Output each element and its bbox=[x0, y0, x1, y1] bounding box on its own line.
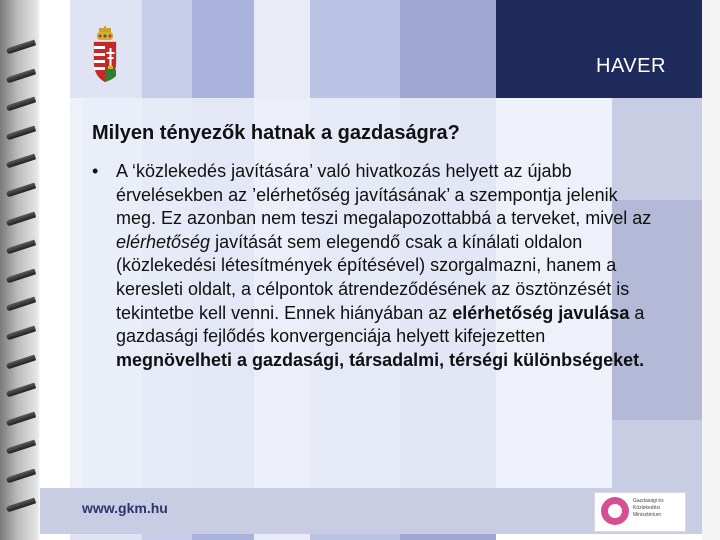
hungarian-coat-of-arms-icon bbox=[90, 26, 120, 84]
body-text bbox=[116, 160, 652, 372]
panel-edge bbox=[70, 98, 82, 488]
body-segment-normal: A ‘közlekedés javítására’ való hivatkozás helyett az újabb érvelésekben az ’elérhetőség javításának’ a szempontja jelenik meg. Ez azonban nem teszi megalapozottabbá a terveket, mivel az bbox=[116, 161, 652, 229]
slide-title: Milyen tényezők hatnak a gazdaságra? bbox=[92, 122, 460, 144]
brand-label: HAVER bbox=[596, 55, 666, 77]
body-segment-italic: elérhetőség bbox=[116, 231, 211, 252]
ministry-logo-text: Gazdasági és Közlekedési Minisztérium bbox=[633, 498, 664, 518]
body-segment-bold: megnövelheti a gazdasági, társadalmi, térségi különbségeket. bbox=[116, 349, 645, 370]
ministry-logo bbox=[594, 492, 686, 532]
body-segment-normal: javítását sem elegendő csak a kínálati oldalon (közlekedési létesítmények építésével) szorgalmazni, hanem a keresleti oldalt, a célpontok átrendeződésének az ösztönzését is tekintetbe kell venni. Ennek hiányában az bbox=[116, 231, 630, 323]
footer-url[interactable]: www.gkm.hu bbox=[82, 500, 168, 516]
body-segment-bold: elérhetőség javulása bbox=[452, 302, 630, 323]
body-segment-normal: a gazdasági fejlődés konvergenciája helyett kifejezetten bbox=[116, 302, 645, 347]
bullet-marker: • bbox=[92, 161, 99, 181]
ministry-logo-icon bbox=[601, 497, 629, 525]
page-edge bbox=[702, 0, 720, 540]
header-band bbox=[496, 0, 702, 98]
body-paragraph bbox=[92, 160, 652, 372]
